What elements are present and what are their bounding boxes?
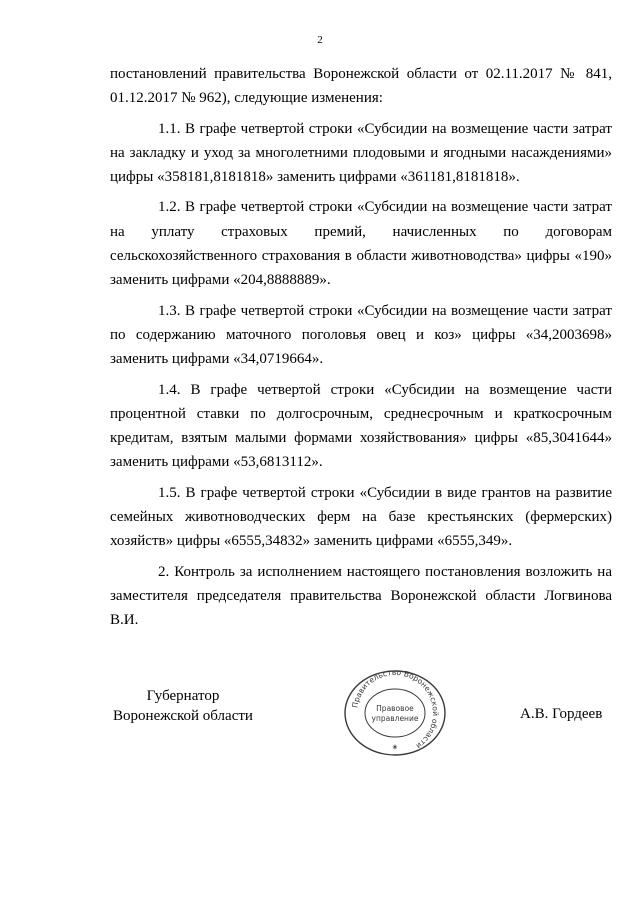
stamp-inner-ring: [365, 689, 425, 737]
document-body: [110, 62, 612, 633]
signatory-position: [108, 686, 258, 726]
paragraph-1-5: 1.5. В графе четвертой строки «Субсидии в виде грантов на развитие семейных животноводческих ферм на базе крестьянских (фермерских) хозяйств» цифры «6555,34832» заменить цифрами «6555,349».: [110, 484, 612, 550]
paragraph-intro: постановлений правительства Воронежской области от 02.11.2017 № 841, 01.12.2017 № 962), следующие изменения:: [110, 66, 612, 107]
stamp-center-line1: Правовое: [376, 704, 414, 713]
stamp-ring-text: Правительство Воронежской области: [350, 668, 441, 751]
position-region: Воронежской области: [113, 708, 253, 724]
paragraph-1-1: 1.1. В графе четвертой строки «Субсидии на возмещение части затрат на закладку и уход за многолетними плодовыми и ягодными насаждениями» цифры «358181,8181818» заменить цифрами «361181,8181818».: [110, 120, 612, 186]
page-number: 2: [317, 34, 323, 46]
official-stamp: [342, 668, 448, 758]
stamp-emblem-icon: ❀: [392, 744, 398, 751]
paragraph-1-4: 1.4. В графе четвертой строки «Субсидии на возмещение части процентной ставки по долгосрочным, среднесрочным и краткосрочным кредитам, взятым малыми формами хозяйствования» цифры «85,3041644» заменить цифрами «53,6813112».: [110, 381, 612, 471]
paragraph-1-3: 1.3. В графе четвертой строки «Субсидии на возмещение части затрат по содержанию маточного поголовья овец и коз» цифры «34,2003698» заменить цифрами «34,0719664».: [110, 302, 612, 368]
signatory-name: А.В. Гордеев: [520, 706, 603, 722]
paragraph-2: 2. Контроль за исполнением настоящего постановления возложить на заместителя председателя правительства Воронежской области Логвинова В.И.: [110, 563, 612, 629]
stamp-center-line2: управление: [371, 714, 419, 723]
stamp-outer-ring: [345, 671, 445, 755]
position-title: Губернатор: [146, 688, 220, 704]
paragraph-1-2: 1.2. В графе четвертой строки «Субсидии на возмещение части затрат на уплату страховых премий, начисленных по договорам сельскохозяйственного страхования в области животноводства» цифры «190» заменить цифрами «204,8888889».: [110, 199, 612, 289]
